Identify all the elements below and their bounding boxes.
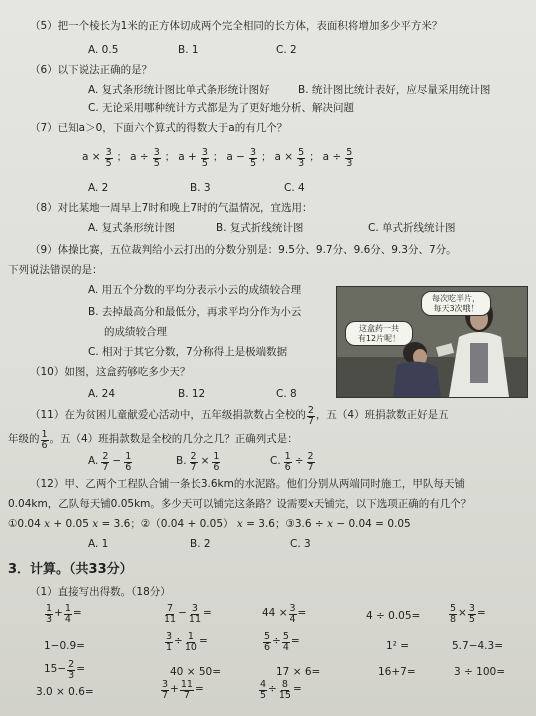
fraction	[190, 452, 198, 472]
operator: ×	[458, 607, 467, 620]
fraction	[153, 148, 161, 168]
numerator: 3	[153, 147, 160, 158]
q11-text-a: （11）在为贫困儿童献爱心活动中，五年级捐款数占全校的	[30, 409, 306, 422]
q6-option-c: C. 无论采用哪种统计方式都是为了更好地分析、解决问题	[88, 102, 355, 114]
numerator: 3	[289, 603, 296, 614]
eq-part: = 3.6；②（0.04 + 0.05）	[101, 518, 234, 530]
numerator: 5	[298, 147, 305, 158]
numerator: 5	[282, 631, 289, 642]
calc-r3-c3: 17 × 6=	[276, 666, 321, 678]
variable-x: x	[92, 518, 99, 530]
q7-option-b: B. 3	[190, 182, 211, 194]
fraction	[67, 660, 75, 680]
q7-expr-prefix: a ×	[274, 151, 294, 164]
numerator: 2	[307, 405, 314, 416]
calc-r1-c2: $\frac{7}{11}$ − $\frac{3}{11}$ =	[164, 603, 212, 625]
calc-r3-c1: 15− $\frac{2}{3}$ =	[44, 659, 86, 681]
q10-option-c: C. 8	[276, 388, 297, 400]
q11-line1	[30, 406, 449, 426]
denominator: 3	[68, 669, 75, 681]
fraction	[105, 148, 113, 168]
fraction	[282, 632, 290, 652]
separator: ；	[261, 151, 272, 164]
denominator: 7	[183, 689, 190, 701]
operator: −	[178, 607, 187, 620]
numerator: 11	[180, 679, 193, 690]
denominator: 6	[213, 461, 220, 473]
fraction	[307, 452, 315, 472]
fraction	[101, 452, 109, 472]
denominator: 4	[64, 613, 71, 625]
fraction	[188, 604, 202, 624]
numerator: 1	[64, 603, 71, 614]
q9-option-b-line2: 的成绩较合理	[104, 326, 167, 338]
q10-stem: （10）如图，这盒药够吃多少天？	[30, 366, 191, 378]
numerator: 5	[264, 631, 271, 642]
denominator: 1	[166, 641, 173, 653]
numerator: 1	[41, 429, 48, 440]
calc-r4-c1: 3.0 × 0.6=	[36, 686, 94, 698]
q11-text-b: ，五（4）班捐款数正好是五	[315, 409, 449, 422]
option-label: C.	[270, 455, 281, 468]
denominator: 4	[289, 613, 296, 625]
eq-part: = 3.6；③3.6 ÷	[246, 518, 324, 530]
q8-option-b: B. 复式折线统计图	[216, 222, 304, 234]
option-label: A.	[88, 455, 99, 468]
fraction	[124, 452, 132, 472]
numerator: 8	[281, 679, 288, 690]
speech-bubble-patient	[345, 321, 413, 346]
fraction	[449, 604, 457, 624]
fraction	[212, 452, 220, 472]
denominator: 7	[102, 461, 109, 473]
numerator: 1	[187, 631, 194, 642]
calc-r2-c5: 5.7−4.3=	[452, 640, 503, 652]
numerator: 3	[166, 631, 173, 642]
q6-stem: （6）以下说法正确的是？	[30, 64, 153, 76]
q7-stem: （7）已知a＞0，下面六个算式的得数大于a的有几个？	[30, 122, 288, 134]
medicine-illustration	[336, 286, 528, 398]
calc-r3-c4: 16+7=	[378, 666, 416, 678]
denominator: 7	[162, 689, 169, 701]
fraction	[163, 604, 177, 624]
q9-option-a: A. 用五个分数的平均分表示小云的成绩较合理	[88, 284, 302, 296]
q7-option-a: A. 2	[88, 182, 109, 194]
q9-stem: （9）体操比赛，五位裁判给小云打出的分数分别是：9.5分、9.7分、9.6分、9.3分、7分。	[30, 244, 457, 256]
denominator: 7	[307, 415, 314, 427]
variable-x: x	[236, 518, 243, 530]
numerator: 2	[307, 451, 314, 462]
numerator: 5	[346, 147, 353, 158]
q12-line1: （12）甲、乙两个工程队合铺一条长3.6km的水泥路。他们分别从两端同时施工，甲队每天铺	[30, 478, 465, 490]
q6-option-b: B. 统计图比统计表好，应尽量采用统计图	[298, 84, 491, 96]
q5-option-b: B. 1	[178, 44, 199, 56]
denominator: 5	[249, 157, 256, 169]
numerator: 3	[191, 603, 198, 614]
separator: ；	[116, 151, 128, 164]
numerator: 2	[68, 659, 75, 670]
q10-option-a: A. 24	[88, 388, 116, 400]
section-3-title: 3．计算。（共33分）	[8, 562, 133, 577]
denominator: 7	[190, 461, 197, 473]
q7-expr-prefix: a −	[226, 151, 245, 164]
fraction	[307, 406, 315, 426]
fraction	[161, 680, 169, 700]
q7-expr-prefix: a +	[178, 151, 197, 164]
denominator: 15	[278, 689, 291, 701]
denominator: 6	[284, 461, 291, 473]
fraction	[201, 148, 209, 168]
q11-option-c	[270, 452, 316, 472]
q12-line2	[8, 498, 471, 511]
bubble-doctor-line2: 每天3次哦！	[433, 303, 479, 313]
bubble-doctor-line1: 每次吃半片，	[432, 294, 480, 303]
numerator: 5	[450, 603, 457, 614]
denominator: 11	[164, 613, 177, 625]
numerator: 2	[190, 451, 197, 462]
denominator: 10	[184, 641, 197, 653]
q9-stem2: 下列说法错误的是：	[8, 264, 103, 276]
numerator: 3	[468, 603, 475, 614]
q12-text-a: 0.04km，乙队每天铺0.05km。多少天可以铺完这条路？设需要	[8, 498, 308, 510]
denominator: 5	[105, 157, 112, 169]
section-3-sub: （1）直接写出得数。（18分）	[30, 586, 171, 598]
fraction	[41, 430, 49, 450]
operand: 44 ×	[262, 607, 288, 620]
separator: ；	[212, 151, 224, 164]
q7-expressions	[82, 148, 354, 168]
fraction	[345, 148, 353, 168]
numerator: 1	[284, 451, 291, 462]
denominator: 5	[260, 689, 267, 701]
variable-x: x	[44, 518, 51, 530]
q7-expr-prefix: a ×	[82, 151, 101, 164]
separator: ；	[164, 151, 176, 164]
denominator: 6	[264, 641, 271, 653]
denominator: 7	[307, 461, 314, 473]
denominator: 6	[125, 461, 132, 473]
denominator: 5	[468, 613, 475, 625]
q7-expr-prefix: a ÷	[130, 151, 149, 164]
q8-option-c: C. 单式折线统计图	[368, 222, 456, 234]
eq-part: ①0.04	[8, 518, 41, 530]
fraction	[180, 680, 194, 700]
fraction	[165, 632, 173, 652]
q8-option-a: A. 复式条形统计图	[88, 222, 176, 234]
denominator: 3	[46, 613, 53, 625]
calc-r3-c5: 3 ÷ 100=	[454, 666, 505, 678]
calc-r1-c4: 4 ÷ 0.05=	[366, 610, 421, 622]
numerator: 7	[167, 603, 174, 614]
fraction	[45, 604, 53, 624]
bubble-patient-line1: 这盒药一共	[359, 324, 399, 333]
numerator: 3	[249, 147, 256, 158]
denominator: 5	[201, 157, 208, 169]
denominator: 5	[153, 157, 160, 169]
fraction	[263, 632, 271, 652]
q10-option-b: B. 12	[178, 388, 206, 400]
denominator: 3	[298, 157, 305, 169]
denominator: 3	[346, 157, 353, 169]
calc-r4-c2: $\frac{3}{7}$ + $\frac{11}{7}$ =	[162, 679, 204, 701]
denominator: 4	[282, 641, 289, 653]
bubble-patient-line2: 有12片呢！	[357, 333, 401, 343]
q5-option-a: A. 0.5	[88, 44, 119, 56]
option-label: B.	[176, 455, 187, 468]
fraction	[468, 604, 476, 624]
numerator: 3	[162, 679, 169, 690]
q7-expr-prefix: a ÷	[322, 151, 342, 164]
speech-bubble-doctor	[421, 291, 491, 316]
q12-equations	[8, 518, 411, 531]
operand: 15−	[44, 663, 67, 676]
q12-option-a: A. 1	[88, 538, 109, 550]
q12-option-c: C. 3	[290, 538, 311, 550]
operator: ×	[200, 455, 210, 468]
calc-r1-c1: $\frac{1}{3}$ + $\frac{1}{4}$ =	[46, 603, 82, 625]
q5-stem: （5）把一个棱长为1米的正方体切成两个完全相同的长方体，表面积将增加多少平方米？	[30, 20, 443, 32]
q5-option-c: C. 2	[276, 44, 297, 56]
numerator: 2	[102, 451, 109, 462]
q11-line2	[8, 430, 298, 450]
fraction	[64, 604, 72, 624]
calc-r4-c3: $\frac{4}{5}$ ÷ $\frac{8}{15}$ =	[260, 679, 302, 701]
calc-r3-c2: 40 × 50=	[170, 666, 221, 678]
q12-option-b: B. 2	[190, 538, 211, 550]
variable-x: x	[327, 518, 333, 530]
denominator: 6	[41, 439, 48, 451]
fraction	[249, 148, 257, 168]
fraction	[297, 148, 305, 168]
q12-text-b: 天铺完，以下选项正确的有几个？	[313, 498, 472, 510]
q11-text-d: 。五（4）班捐款数是全校的几分之几？正确列式是：	[49, 433, 298, 446]
fraction	[289, 604, 297, 624]
calc-r2-c1: 1−0.9=	[44, 640, 85, 652]
operator: +	[54, 607, 63, 620]
numerator: 3	[201, 147, 208, 158]
calc-r2-c3: $\frac{5}{6}$ ÷ $\frac{5}{4}$ =	[264, 631, 300, 653]
calc-r1-c3: 44 × $\frac{3}{4}$ =	[262, 603, 307, 625]
fraction	[184, 632, 198, 652]
numerator: 1	[125, 451, 132, 462]
q7-option-c: C. 4	[284, 182, 305, 194]
calc-r2-c4: 1² =	[386, 640, 410, 652]
separator: ；	[309, 151, 320, 164]
numerator: 1	[46, 603, 53, 614]
denominator: 11	[188, 613, 201, 625]
numerator: 3	[105, 147, 112, 158]
eq-part: − 0.04 = 0.05	[336, 518, 411, 530]
numerator: 1	[213, 451, 220, 462]
variable-x: x	[307, 498, 314, 510]
q6-option-a: A. 复式条形统计图比单式条形统计图好	[88, 84, 270, 96]
eq-part: + 0.05	[53, 518, 89, 530]
denominator: 8	[450, 613, 457, 625]
calc-r2-c2: $\frac{3}{1}$ ÷ $\frac{1}{10}$ =	[166, 631, 208, 653]
q8-stem: （8）对比某地一周早上7时和晚上7时的气温情况，宜选用：	[30, 202, 313, 214]
fraction	[278, 680, 292, 700]
operator: ÷	[294, 455, 304, 468]
q11-option-b	[176, 452, 221, 472]
q11-text-c: 年级的	[8, 433, 40, 446]
fraction	[259, 680, 267, 700]
q11-option-a	[88, 452, 133, 472]
numerator: 4	[260, 679, 267, 690]
fraction	[284, 452, 292, 472]
q9-option-c: C. 相对于其它分数，7分称得上是极端数据	[88, 346, 288, 358]
calc-r1-c5: $\frac{5}{8}$ × $\frac{3}{5}$ =	[450, 603, 486, 625]
operator: −	[112, 455, 122, 468]
q9-option-b-line1: B. 去掉最高分和最低分，再求平均分作为小云	[88, 306, 302, 318]
